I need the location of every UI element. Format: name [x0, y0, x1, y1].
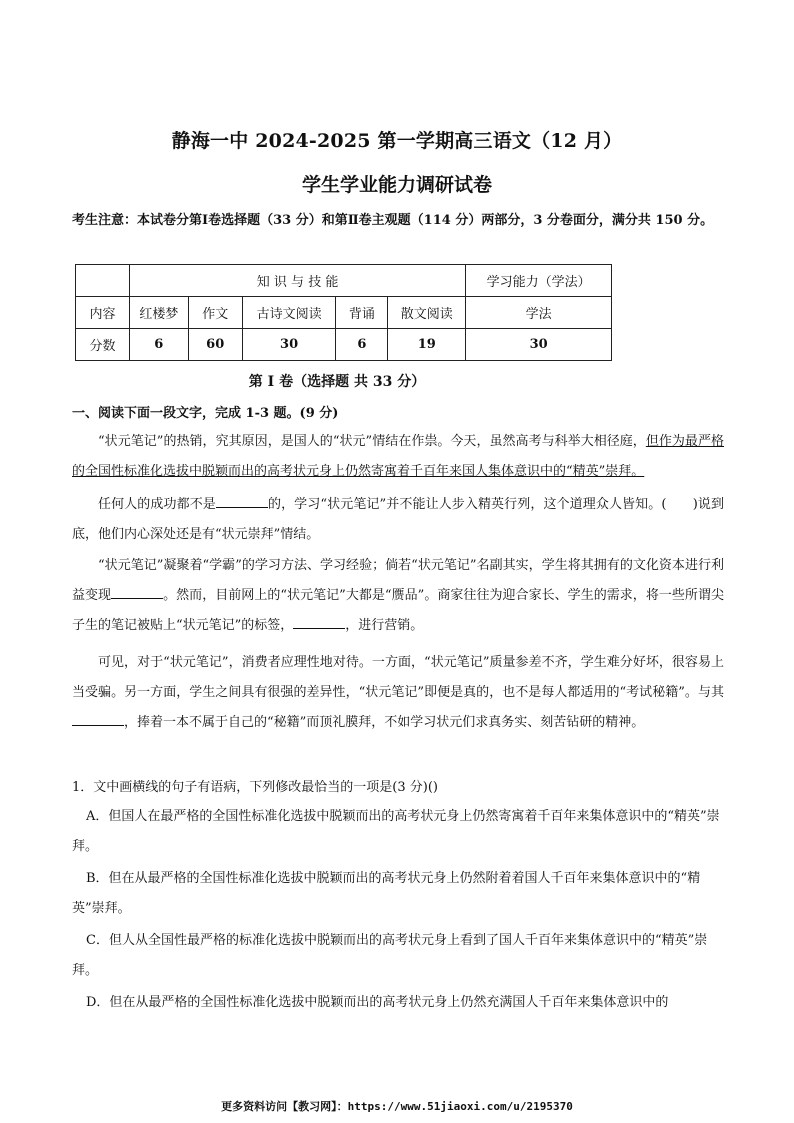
- passage-paragraph-1: [72, 427, 724, 487]
- passage-text: 任何人的成功都不是: [98, 497, 216, 512]
- column-header: 背诵: [336, 297, 388, 329]
- fill-blank: [293, 614, 345, 629]
- section-title: 第 I 卷（选择题 共 33 分）: [248, 374, 426, 390]
- option-a[interactable]: A．但国人在最严格的全国性标准化选拔中脱颖而出的高考状元身上仍然寄寓着千百年来集体意识中的“精英”崇拜。: [72, 809, 720, 854]
- score-cell: 30: [466, 329, 612, 361]
- passage-paragraph-4: [72, 648, 724, 738]
- passage-text: “状元笔记”凝聚着“学霸”的学习方法、学习经验；倘若“状元笔记”名副其实，学生将其拥有的文化资本进行利益变现: [72, 558, 724, 603]
- score-cell: 19: [388, 329, 466, 361]
- passage-text: ，进行营销。: [345, 618, 424, 633]
- underlined-sentence: 但作为最严格的全国性标准化选拔中脱颖而出的高考状元身上仍然寄寓着千百年来国人集体意识中的“精英”崇拜。: [72, 434, 724, 479]
- question-1-stem: 1．文中画横线的句子有语病，下列修改最恰当的一项是(3 分)(): [72, 780, 438, 795]
- fill-blank: [216, 493, 268, 508]
- passage-text: 的，学习“状元笔记”并不能让人步入精英行列，这个道理众人皆知。( )说到底，他们内心深处还是有“状元崇拜”情结。: [72, 497, 724, 542]
- passage-text: 。然而，目前网上的“状元笔记”大都是“赝品”。商家往往为迎合家长、学生的需求，将一些所谓尖子生的笔记被贴上“状元笔记”的标签，: [72, 588, 724, 633]
- fill-blank: [72, 711, 124, 726]
- knowledge-group-header: 知 识 与 技 能: [129, 265, 465, 297]
- score-cell: 60: [188, 329, 242, 361]
- option-c[interactable]: C．但人从全国性最严格的标准化选拔中脱颖而出的高考状元身上看到了国人千百年来集体意识中的“精英”崇拜。: [72, 933, 708, 978]
- exam-notice: 考生注意：本试卷分第Ⅰ卷选择题（33 分）和第Ⅱ卷主观题（114 分）两部分，3 分卷面分，满分共 150 分。: [72, 213, 714, 228]
- passage-text: 可见，对于“状元笔记”，消费者应理性地对待。一方面，“状元笔记”质量参差不齐，学生难分好坏，很容易上当受骗。另一方面，学生之间具有很强的差异性，“状元笔记”即便是真的，也不是每人都适用的“考试秘籍”。与其: [72, 655, 724, 700]
- row-label-score: 分数: [76, 329, 130, 361]
- option-d[interactable]: D．但在从最严格的全国性标准化选拔中脱颖而出的高考状元身上仍然充满国人千百年来集体意识中的: [86, 995, 669, 1010]
- passage-text: ，捧着一本不属于自己的“秘籍”而顶礼膜拜，不如学习状元们求真务实、刻苦钻研的精神。: [124, 715, 645, 730]
- passage-paragraph-2: [72, 490, 724, 550]
- exam-title: 静海一中 2024-2025 第一学期高三语文（12 月）: [171, 130, 623, 152]
- exam-subtitle: 学生学业能力调研试卷: [301, 174, 492, 196]
- score-cell: 6: [129, 329, 188, 361]
- ability-group-header: 学习能力（学法）: [466, 265, 612, 297]
- column-header: 古诗文阅读: [242, 297, 336, 329]
- column-header: 作文: [188, 297, 242, 329]
- score-cell: 30: [242, 329, 336, 361]
- passage-paragraph-3: [72, 551, 724, 641]
- column-header: 红楼梦: [129, 297, 188, 329]
- table-corner-cell: [76, 265, 130, 297]
- option-b[interactable]: B．但在从最严格的全国性标准化选拔中脱颖而出的高考状元身上仍然附着着国人千百年来集体意识中的“精英”崇拜。: [72, 871, 701, 916]
- column-header: 学法: [466, 297, 612, 329]
- row-label-content: 内容: [76, 297, 130, 329]
- table-row: [76, 329, 612, 361]
- question-group-heading: 一、阅读下面一段文字，完成 1-3 题。(9 分): [72, 406, 339, 421]
- score-table: [75, 264, 612, 361]
- footer-link[interactable]: 更多资料访问【教习网】：https://www.51jiaoxi.com/u/2195370: [221, 1100, 573, 1113]
- score-cell: 6: [336, 329, 388, 361]
- passage-text: “状元笔记”的热销，究其原因，是国人的“状元”情结在作祟。今天，虽然高考与科举大相径庭，: [98, 434, 646, 449]
- table-row: [76, 265, 612, 297]
- table-row: [76, 297, 612, 329]
- column-header: 散文阅读: [388, 297, 466, 329]
- fill-blank: [111, 584, 163, 599]
